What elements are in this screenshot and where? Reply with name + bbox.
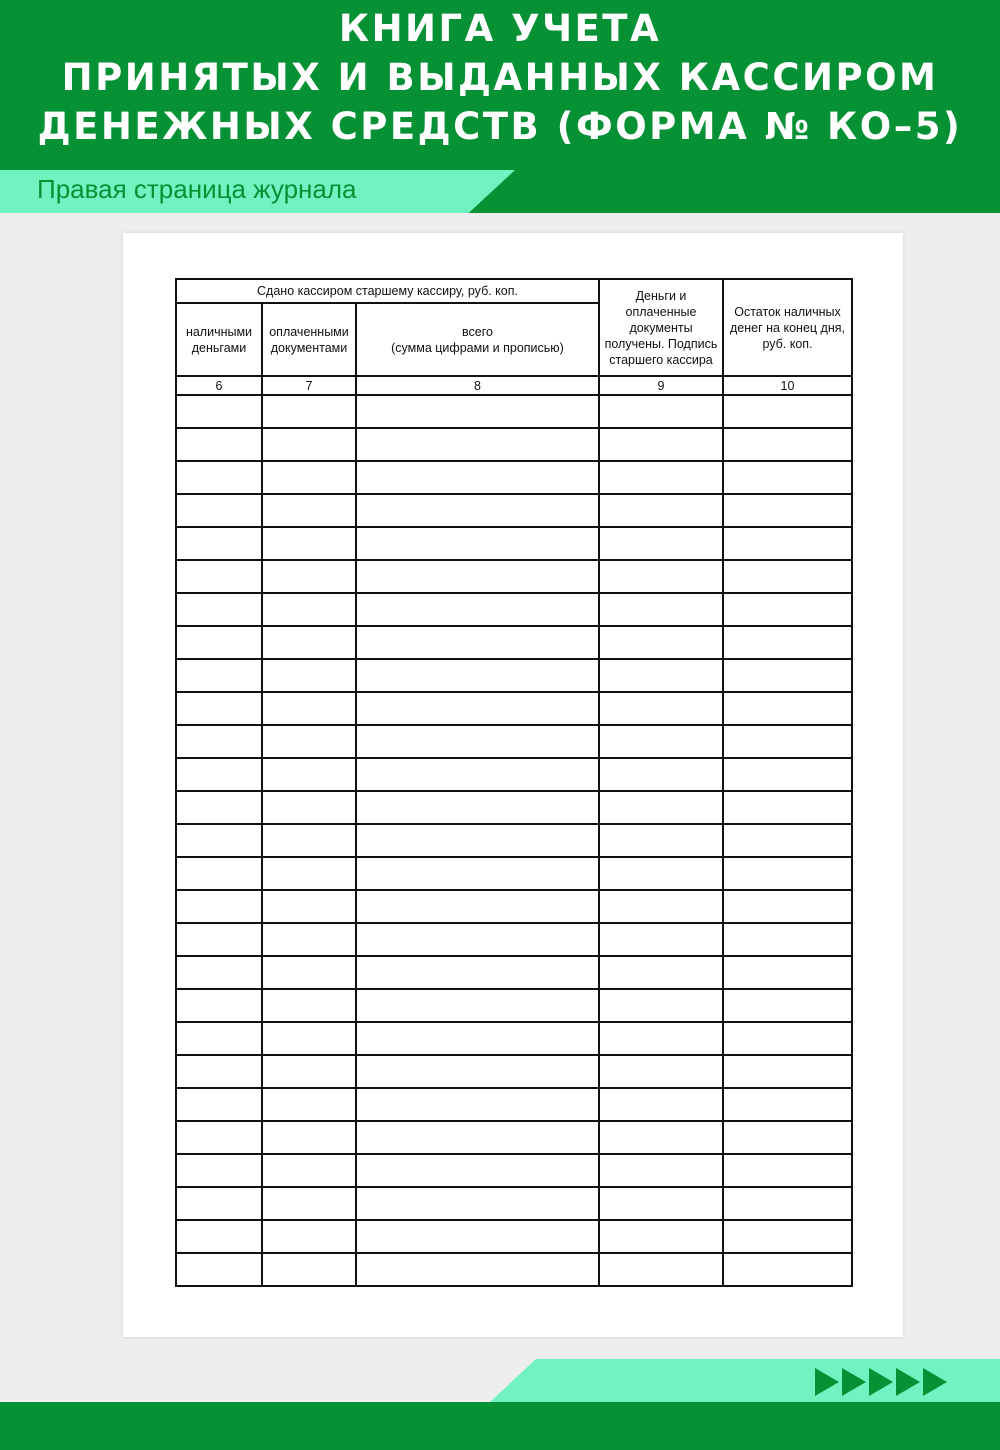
- entry-cell[interactable]: [599, 1220, 723, 1253]
- table-row: [176, 527, 852, 560]
- entry-cell[interactable]: [176, 461, 262, 494]
- table-row: [176, 494, 852, 527]
- entry-cell[interactable]: [356, 857, 599, 890]
- entry-cell[interactable]: [723, 560, 852, 593]
- title-line: ДЕНЕЖНЫХ СРЕДСТВ (ФОРМА № КО–5): [37, 105, 963, 148]
- column-number: 7: [262, 376, 356, 395]
- header-text: Остаток наличных: [734, 304, 841, 319]
- table-row: [176, 1220, 852, 1253]
- entry-cell[interactable]: [599, 593, 723, 626]
- table-row: [176, 461, 852, 494]
- entry-cell[interactable]: [262, 1253, 356, 1286]
- table-row: [176, 593, 852, 626]
- entry-cell[interactable]: [723, 593, 852, 626]
- entry-cell[interactable]: [723, 1187, 852, 1220]
- entry-cell[interactable]: [723, 1022, 852, 1055]
- entry-cell[interactable]: [723, 956, 852, 989]
- column-number: 8: [356, 376, 599, 395]
- entry-cell[interactable]: [723, 1088, 852, 1121]
- table-row: [176, 1187, 852, 1220]
- table-row: [176, 923, 852, 956]
- header-text: старшего кассира: [609, 352, 713, 367]
- entry-cell[interactable]: [599, 791, 723, 824]
- header-text: всего: [462, 324, 493, 339]
- column-number: 9: [599, 376, 723, 395]
- entry-cell[interactable]: [262, 890, 356, 923]
- entry-cell[interactable]: [262, 791, 356, 824]
- entry-cell[interactable]: [176, 692, 262, 725]
- entry-cell[interactable]: [723, 1055, 852, 1088]
- entry-cell[interactable]: [176, 593, 262, 626]
- header-text: оплаченными: [269, 324, 349, 339]
- entry-cell[interactable]: [356, 1253, 599, 1286]
- cash-header-cell: [176, 303, 262, 376]
- entry-cell[interactable]: [176, 1253, 262, 1286]
- entry-cell[interactable]: [599, 494, 723, 527]
- entry-cell[interactable]: [176, 626, 262, 659]
- entry-cell[interactable]: [356, 1055, 599, 1088]
- table-row: [176, 1121, 852, 1154]
- entry-cell[interactable]: [723, 890, 852, 923]
- entry-cell[interactable]: [176, 890, 262, 923]
- entry-cell[interactable]: [723, 428, 852, 461]
- entry-cell[interactable]: [262, 857, 356, 890]
- header-text: документы: [629, 320, 693, 335]
- entry-cell[interactable]: [176, 1220, 262, 1253]
- entry-cell[interactable]: [176, 1154, 262, 1187]
- entry-cell[interactable]: [356, 1220, 599, 1253]
- entry-cell[interactable]: [356, 890, 599, 923]
- balance-header-cell: [723, 279, 852, 376]
- header-text: оплаченные: [625, 304, 697, 319]
- table-row: [176, 659, 852, 692]
- entry-cell[interactable]: [176, 857, 262, 890]
- entry-cell[interactable]: [599, 395, 723, 428]
- entry-cell[interactable]: [599, 1253, 723, 1286]
- entry-cell[interactable]: [599, 1088, 723, 1121]
- cash-book-table: [175, 278, 853, 1287]
- entry-cell[interactable]: [356, 659, 599, 692]
- entry-cell[interactable]: [356, 395, 599, 428]
- entry-cell[interactable]: [723, 1154, 852, 1187]
- entry-cell[interactable]: [599, 857, 723, 890]
- total-header-cell: [356, 303, 599, 376]
- table-row: [176, 1154, 852, 1187]
- table-row: [176, 956, 852, 989]
- entry-cell[interactable]: [356, 1022, 599, 1055]
- entry-cell[interactable]: [176, 1088, 262, 1121]
- entry-cell[interactable]: [176, 560, 262, 593]
- entry-cell[interactable]: [262, 923, 356, 956]
- entry-cell[interactable]: [723, 989, 852, 1022]
- entry-cell[interactable]: [356, 593, 599, 626]
- entry-cell[interactable]: [356, 923, 599, 956]
- entry-cell[interactable]: [262, 395, 356, 428]
- entry-cell[interactable]: [176, 956, 262, 989]
- entry-cell[interactable]: [262, 1055, 356, 1088]
- entry-cell[interactable]: [262, 956, 356, 989]
- table-row: [176, 428, 852, 461]
- entry-cell[interactable]: [262, 659, 356, 692]
- entry-cell[interactable]: [176, 725, 262, 758]
- page-title: [0, 4, 1000, 151]
- entry-cell[interactable]: [356, 1187, 599, 1220]
- entry-cell[interactable]: [599, 758, 723, 791]
- entry-cell[interactable]: [599, 626, 723, 659]
- entry-cell[interactable]: [176, 494, 262, 527]
- entry-cell[interactable]: [262, 494, 356, 527]
- entry-cell[interactable]: [356, 1154, 599, 1187]
- table-row: [176, 890, 852, 923]
- entry-cell[interactable]: [356, 824, 599, 857]
- entry-cell[interactable]: [262, 428, 356, 461]
- entry-cell[interactable]: [599, 989, 723, 1022]
- entry-cell[interactable]: [262, 989, 356, 1022]
- table-row: [176, 758, 852, 791]
- entry-cell[interactable]: [176, 989, 262, 1022]
- entry-cell[interactable]: [599, 725, 723, 758]
- header-text: получены. Подпись: [604, 336, 718, 351]
- entry-cell[interactable]: [176, 395, 262, 428]
- entry-cell[interactable]: [176, 659, 262, 692]
- entry-cell[interactable]: [723, 923, 852, 956]
- table-row: [176, 989, 852, 1022]
- entry-cell[interactable]: [176, 527, 262, 560]
- entry-cell[interactable]: [723, 758, 852, 791]
- entry-cell[interactable]: [262, 527, 356, 560]
- entry-cell[interactable]: [599, 923, 723, 956]
- entry-cell[interactable]: [262, 1121, 356, 1154]
- entry-cell[interactable]: [356, 989, 599, 1022]
- header-text: наличными: [185, 324, 253, 339]
- header-text: Деньги и: [635, 288, 687, 303]
- entry-cell[interactable]: [176, 1022, 262, 1055]
- entry-cell[interactable]: [176, 1121, 262, 1154]
- entry-cell[interactable]: [262, 461, 356, 494]
- table-row: [176, 791, 852, 824]
- entry-cell[interactable]: [356, 626, 599, 659]
- entry-cell[interactable]: [599, 1121, 723, 1154]
- entry-cell[interactable]: [599, 560, 723, 593]
- entry-cell[interactable]: [176, 1187, 262, 1220]
- entry-cell[interactable]: [262, 1088, 356, 1121]
- entry-cell[interactable]: [176, 758, 262, 791]
- entry-cell[interactable]: [356, 1088, 599, 1121]
- entry-cell[interactable]: [262, 560, 356, 593]
- table-row: [176, 1253, 852, 1286]
- column-number-row: [176, 376, 852, 395]
- entry-cell[interactable]: [262, 692, 356, 725]
- entry-cell[interactable]: [262, 1187, 356, 1220]
- documents-header-cell: [262, 303, 356, 376]
- header-text: деньгами: [191, 340, 247, 355]
- entry-cell[interactable]: [262, 593, 356, 626]
- header-text: денег на конец дня,: [730, 320, 845, 335]
- entry-cell[interactable]: [176, 428, 262, 461]
- table-row: [176, 626, 852, 659]
- entry-cell[interactable]: [262, 626, 356, 659]
- entry-cell[interactable]: [723, 824, 852, 857]
- entry-cell[interactable]: [599, 1022, 723, 1055]
- header-text: руб. коп.: [762, 336, 813, 351]
- entry-cell[interactable]: [356, 1121, 599, 1154]
- entry-cell[interactable]: [356, 560, 599, 593]
- footer-bar: [0, 1402, 1000, 1450]
- entry-cell[interactable]: [599, 428, 723, 461]
- entry-cell[interactable]: [723, 692, 852, 725]
- column-number: 10: [723, 376, 852, 395]
- entry-cell[interactable]: [356, 494, 599, 527]
- entry-cell[interactable]: [262, 824, 356, 857]
- entry-cell[interactable]: [599, 1187, 723, 1220]
- entry-cell[interactable]: [723, 626, 852, 659]
- entry-cell[interactable]: [723, 725, 852, 758]
- header-text: документами: [270, 340, 348, 355]
- table-row: [176, 1055, 852, 1088]
- entry-cell[interactable]: [723, 791, 852, 824]
- entry-cell[interactable]: [262, 1154, 356, 1187]
- entry-cell[interactable]: [356, 791, 599, 824]
- entry-cell[interactable]: [262, 1220, 356, 1253]
- column-number: 6: [176, 376, 262, 395]
- entry-cell[interactable]: [356, 956, 599, 989]
- entry-cell[interactable]: [599, 659, 723, 692]
- entry-cell[interactable]: [723, 494, 852, 527]
- entry-cell[interactable]: [723, 395, 852, 428]
- entry-cell[interactable]: [723, 527, 852, 560]
- entry-cell[interactable]: [723, 461, 852, 494]
- table-row: [176, 692, 852, 725]
- entry-cell[interactable]: [599, 890, 723, 923]
- entry-cell[interactable]: [599, 1055, 723, 1088]
- table-row: [176, 560, 852, 593]
- entry-cell[interactable]: [723, 1121, 852, 1154]
- entry-cell[interactable]: [599, 956, 723, 989]
- subtitle: Правая страница журнала: [37, 174, 357, 204]
- table-row: [176, 824, 852, 857]
- entry-cell[interactable]: [176, 824, 262, 857]
- entry-cell[interactable]: [356, 758, 599, 791]
- title-line: ПРИНЯТЫХ И ВЫДАННЫХ КАССИРОМ: [61, 56, 939, 99]
- entry-cell[interactable]: [356, 692, 599, 725]
- entry-cell[interactable]: [176, 791, 262, 824]
- entry-cell[interactable]: [356, 527, 599, 560]
- entry-cell[interactable]: [176, 923, 262, 956]
- entry-cell[interactable]: [176, 1055, 262, 1088]
- entry-cell[interactable]: [723, 659, 852, 692]
- entry-cell[interactable]: [356, 725, 599, 758]
- entry-cell[interactable]: [599, 461, 723, 494]
- title-line: КНИГА УЧЕТА: [338, 7, 662, 50]
- entry-cell[interactable]: [599, 824, 723, 857]
- entry-cell[interactable]: [262, 725, 356, 758]
- entry-cell[interactable]: [599, 692, 723, 725]
- table-row: [176, 725, 852, 758]
- table-row: [176, 857, 852, 890]
- entry-cell[interactable]: [723, 1220, 852, 1253]
- entry-cell[interactable]: [723, 1253, 852, 1286]
- received-header-cell: [599, 279, 723, 376]
- group-header-cell: Сдано кассиром старшему кассиру, руб. коп.: [176, 279, 599, 303]
- entry-cell[interactable]: [356, 428, 599, 461]
- header-text: (сумма цифрами и прописью): [391, 340, 564, 355]
- entry-cell[interactable]: [262, 1022, 356, 1055]
- entry-cell[interactable]: [599, 1154, 723, 1187]
- table-row: [176, 1088, 852, 1121]
- entry-cell[interactable]: [356, 461, 599, 494]
- table-row: [176, 395, 852, 428]
- entry-cell[interactable]: [262, 758, 356, 791]
- entry-cell[interactable]: [723, 857, 852, 890]
- entry-cell[interactable]: [599, 527, 723, 560]
- table-row: [176, 1022, 852, 1055]
